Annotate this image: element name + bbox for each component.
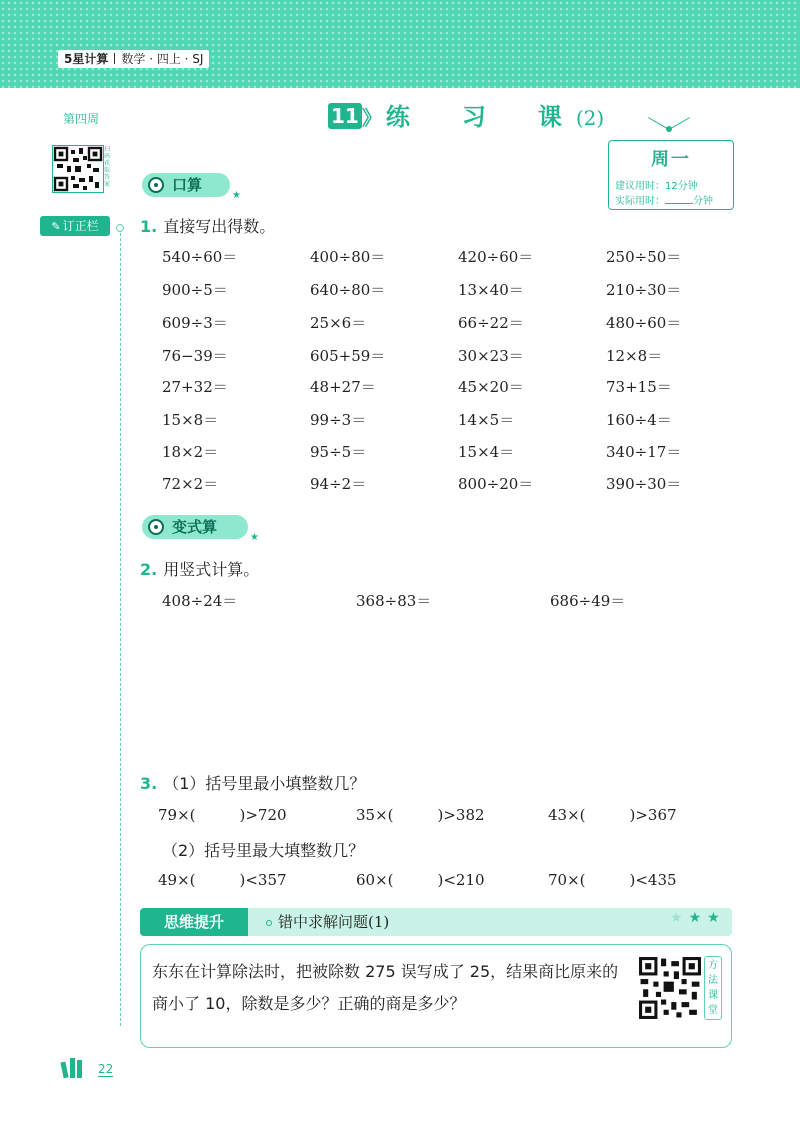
problem: 15×8＝ bbox=[162, 411, 219, 429]
problem: 13×40＝ bbox=[458, 281, 524, 299]
actual-time-blank[interactable] bbox=[665, 194, 693, 204]
problem: 99÷3＝ bbox=[310, 411, 367, 429]
day-card bbox=[608, 140, 734, 210]
problem: 76−39＝ bbox=[162, 347, 228, 365]
q1-prompt: 直接写出得数。 bbox=[163, 217, 276, 236]
star-icon: ★ bbox=[707, 910, 726, 926]
q2-item: 368÷83＝ bbox=[356, 592, 432, 610]
ineq-right: )<357 bbox=[239, 871, 287, 889]
lesson-subtitle: (2) bbox=[575, 106, 605, 130]
q2-prompt: 用竖式计算。 bbox=[163, 560, 260, 579]
qr-code-icon[interactable] bbox=[52, 145, 104, 193]
q3-inequality bbox=[158, 806, 287, 824]
star-icon: ★ bbox=[688, 910, 708, 926]
series-name: 5星计算 bbox=[64, 52, 109, 66]
problem: 210÷30＝ bbox=[606, 281, 682, 299]
problem: 640÷80＝ bbox=[310, 281, 386, 299]
problem: 94÷2＝ bbox=[310, 475, 367, 493]
q3-part2-heading: （2）括号里最大填整数几？ bbox=[162, 841, 365, 860]
thinking-tag: 思维提升 bbox=[140, 908, 248, 936]
lesson-number: 11 bbox=[328, 103, 362, 129]
q3-inequality bbox=[548, 871, 677, 889]
problem: 800÷20＝ bbox=[458, 475, 534, 493]
divider-dot bbox=[116, 224, 124, 232]
ineq-left: 79×( bbox=[158, 806, 196, 824]
actual-time[interactable] bbox=[615, 192, 713, 207]
section-variant-label: 变式算 bbox=[172, 518, 218, 536]
problem: 480÷60＝ bbox=[606, 314, 682, 332]
problem: 72×2＝ bbox=[162, 475, 219, 493]
problem: 95÷5＝ bbox=[310, 443, 367, 461]
lesson-title bbox=[328, 101, 604, 133]
pin-icon bbox=[666, 126, 672, 132]
q2-item: 686÷49＝ bbox=[550, 592, 626, 610]
problem: 48+27＝ bbox=[310, 378, 376, 396]
problem: 18×2＝ bbox=[162, 443, 219, 461]
problem: 66÷22＝ bbox=[458, 314, 524, 332]
pencil-icon: ✎ bbox=[51, 220, 61, 233]
correction-label: 订正栏 bbox=[62, 219, 99, 233]
ineq-left: 35×( bbox=[356, 806, 394, 824]
q3-inequality bbox=[356, 871, 485, 889]
method-label: 方法课堂 bbox=[704, 956, 722, 1020]
stopwatch-icon bbox=[148, 177, 164, 193]
section-oral-label: 口算 bbox=[172, 176, 203, 194]
problem: 390÷30＝ bbox=[606, 475, 682, 493]
problem: 340÷17＝ bbox=[606, 443, 682, 461]
grade: 四上 bbox=[156, 52, 181, 66]
q2-item: 408÷24＝ bbox=[162, 592, 238, 610]
section-variant bbox=[142, 515, 248, 539]
ineq-left: 60×( bbox=[356, 871, 394, 889]
q3-number: 3. bbox=[140, 774, 158, 793]
problem: 14×5＝ bbox=[458, 411, 515, 429]
q3-inequality bbox=[158, 871, 287, 889]
thinking-topic-text: 错中求解问题(1) bbox=[278, 913, 390, 931]
header-band bbox=[0, 0, 800, 88]
problem: 400÷80＝ bbox=[310, 248, 386, 266]
chevron-right-icon: 》 bbox=[361, 106, 382, 130]
q2-number: 2. bbox=[140, 560, 158, 579]
correction-tag bbox=[40, 216, 110, 236]
problem: 420÷60＝ bbox=[458, 248, 534, 266]
q3-heading bbox=[140, 771, 365, 794]
suggested-time: 建议用时：12分钟 bbox=[615, 181, 698, 192]
lesson-name: 练 习 课 bbox=[385, 103, 576, 131]
problem: 250÷50＝ bbox=[606, 248, 682, 266]
ineq-right: )>720 bbox=[239, 806, 287, 824]
star-icon: ★ bbox=[232, 190, 241, 201]
edition: SJ bbox=[192, 52, 204, 66]
page-number: 22 bbox=[98, 1062, 114, 1076]
ineq-right: )>367 bbox=[629, 806, 677, 824]
series-tag: 5星计算 数学 · 四上 · SJ bbox=[58, 50, 209, 68]
q3-part1: （1）括号里最小填整数几？ bbox=[163, 774, 366, 793]
books-icon bbox=[60, 1056, 94, 1078]
problem: 609÷3＝ bbox=[162, 314, 228, 332]
qr-caption: 扫码获取答案 bbox=[104, 146, 111, 188]
q1-number: 1. bbox=[140, 217, 158, 236]
section-oral bbox=[142, 173, 230, 197]
q2-heading bbox=[140, 557, 259, 580]
problem: 45×20＝ bbox=[458, 378, 524, 396]
target-icon bbox=[148, 519, 164, 535]
problem: 27+32＝ bbox=[162, 378, 228, 396]
ineq-right: )<435 bbox=[629, 871, 677, 889]
week-label: 第四周 bbox=[62, 112, 99, 126]
word-problem: 东东在计算除法时，把被除数 275 误写成了 25，结果商比原来的商小了 10，除数是多少？正确的商是多少？ bbox=[152, 962, 619, 1013]
actual-time-suffix: 分钟 bbox=[693, 196, 713, 207]
ineq-right: )>382 bbox=[437, 806, 485, 824]
bullet-icon bbox=[266, 920, 272, 926]
star-icon: ★ bbox=[670, 910, 689, 926]
problem: 605+59＝ bbox=[310, 347, 386, 365]
margin-divider bbox=[120, 228, 121, 1026]
ineq-left: 70×( bbox=[548, 871, 586, 889]
problem: 25×6＝ bbox=[310, 314, 367, 332]
ineq-left: 49×( bbox=[158, 871, 196, 889]
actual-time-prefix: 实际用时： bbox=[615, 196, 665, 207]
q1-heading bbox=[140, 214, 275, 237]
problem: 12×8＝ bbox=[606, 347, 663, 365]
problem: 900÷5＝ bbox=[162, 281, 228, 299]
problem: 73+15＝ bbox=[606, 378, 672, 396]
subject: 数学 bbox=[121, 52, 146, 66]
q3-inequality bbox=[548, 806, 677, 824]
star-icon: ★ bbox=[250, 532, 259, 543]
ineq-left: 43×( bbox=[548, 806, 586, 824]
q3-inequality bbox=[356, 806, 485, 824]
divider bbox=[114, 53, 115, 64]
difficulty-stars bbox=[670, 910, 726, 926]
qr-code-icon[interactable] bbox=[638, 956, 702, 1020]
thinking-topic bbox=[266, 908, 389, 936]
problem: 30×23＝ bbox=[458, 347, 524, 365]
day-label: 周一 bbox=[651, 149, 691, 170]
problem: 160÷4＝ bbox=[606, 411, 672, 429]
problem: 15×4＝ bbox=[458, 443, 515, 461]
problem: 540÷60＝ bbox=[162, 248, 238, 266]
ineq-right: )<210 bbox=[437, 871, 485, 889]
